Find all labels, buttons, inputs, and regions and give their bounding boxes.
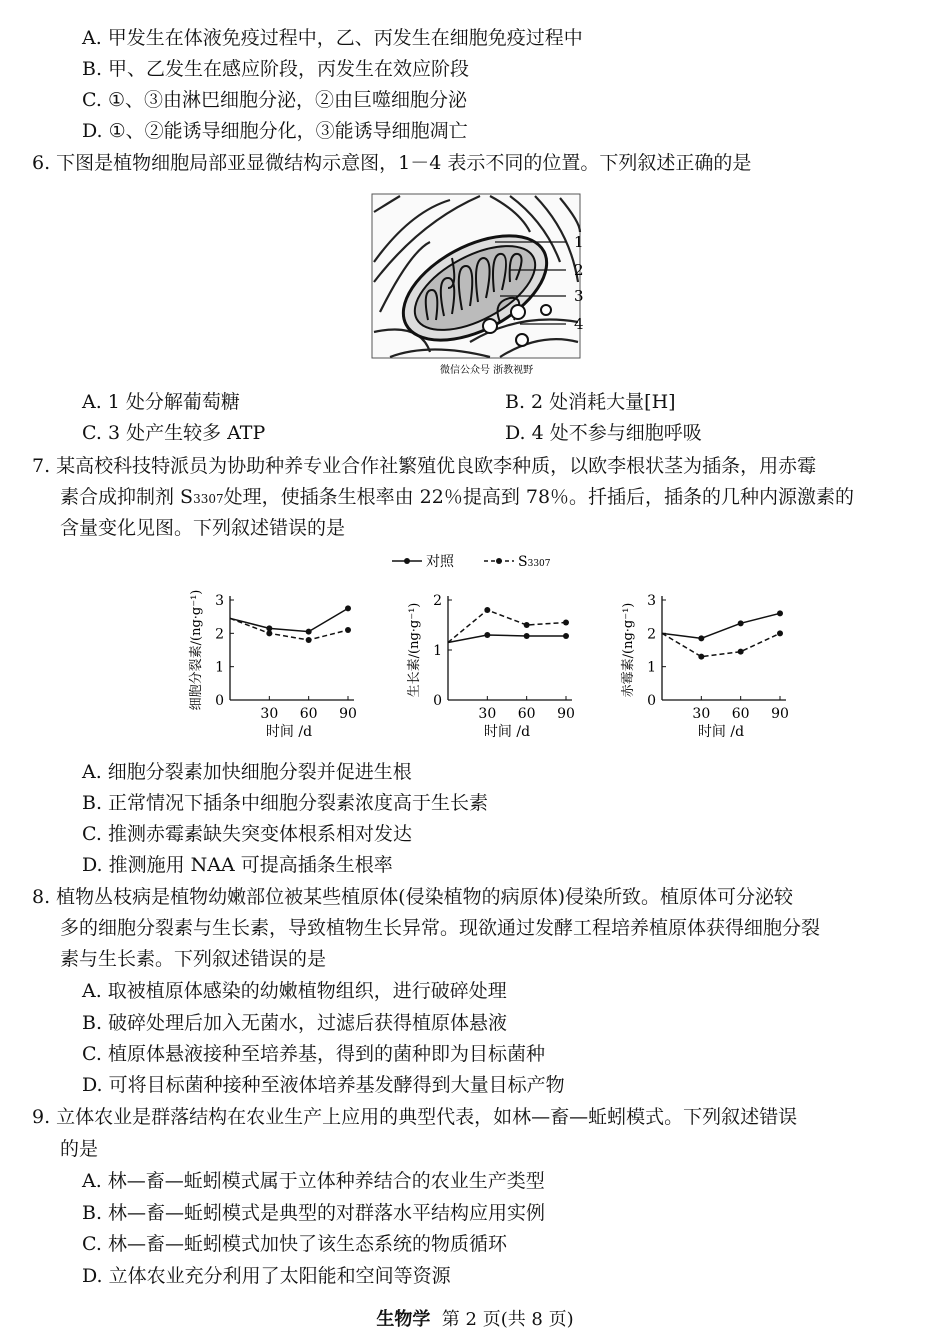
data-point — [345, 605, 351, 611]
x-axis-label: 时间 /d — [483, 724, 531, 740]
q8-option-c: C. 植原体悬液接种至培养基，得到的菌种即为目标菌种 — [82, 1043, 545, 1065]
q8-option-d: D. 可将目标菌种接种至液体培养基发酵得到大量目标产物 — [82, 1074, 565, 1096]
q6-option-a: A. 1 处分解葡萄糖 — [82, 391, 240, 413]
figure-label-3: 3 — [574, 287, 584, 305]
y-tick-label: 2 — [647, 626, 656, 643]
y-tick-label: 1 — [215, 659, 224, 676]
y-axis-label: 生长素/(ng·g⁻¹) — [407, 602, 422, 698]
series-line-treated — [230, 618, 348, 640]
data-point — [524, 622, 530, 628]
y-axis-label: 细胞分裂素/(ng·g⁻¹) — [189, 589, 204, 711]
q6-option-b: B. 2 处消耗大量[H] — [505, 391, 676, 413]
x-axis-label: 时间 /d — [697, 724, 745, 740]
x-tick-label: 30 — [260, 706, 279, 722]
series-line-control — [662, 613, 780, 638]
watermark: 微信公众号 浙教视野 — [440, 365, 534, 376]
figure-label-2: 2 — [574, 261, 584, 279]
q7-option-a: A. 细胞分裂素加快细胞分裂并促进生根 — [82, 761, 412, 783]
y-tick-label: 1 — [647, 659, 656, 676]
y-tick-label: 3 — [647, 593, 656, 609]
q9-stem-line-2: 的是 — [60, 1138, 99, 1160]
q6-stem: 6. 下图是植物细胞局部亚显微结构示意图，1－4 表示不同的位置。下列叙述正确的是 — [32, 152, 752, 174]
series-line-treated — [448, 610, 566, 643]
data-point — [266, 630, 272, 636]
data-point — [777, 630, 783, 636]
series-line-control — [448, 635, 566, 643]
series-line-control — [230, 608, 348, 631]
data-point — [306, 637, 312, 643]
data-point — [563, 633, 569, 639]
q5-option-b: B. 甲、乙发生在感应阶段，丙发生在效应阶段 — [82, 58, 470, 80]
q5-option-a: A. 甲发生在体液免疫过程中，乙、丙发生在细胞免疫过程中 — [82, 27, 583, 49]
q8-option-a: A. 取被植原体感染的幼嫩植物组织，进行破碎处理 — [82, 980, 507, 1002]
q8-stem-line-3: 素与生长素。下列叙述错误的是 — [60, 948, 327, 970]
q7-stem-line-3: 含量变化见图。下列叙述错误的是 — [60, 517, 346, 539]
page-footer — [0, 1305, 950, 1331]
data-point — [738, 649, 744, 655]
data-point — [698, 654, 704, 660]
data-point — [524, 633, 530, 639]
figure-label-4: 4 — [574, 315, 584, 333]
q7-stem-line-1: 7. 某高校科技特派员为协助种养专业合作社繁殖优良欧李种质，以欧李根状茎为插条，用赤霉 — [32, 455, 817, 477]
chart-legend — [388, 550, 568, 572]
auxin-chart — [400, 584, 600, 744]
x-tick-label: 60 — [299, 706, 318, 722]
q6-option-c: C. 3 处产生较多 ATP — [82, 422, 266, 444]
data-point — [306, 629, 312, 635]
mitochondrion-figure — [370, 192, 600, 380]
data-point — [738, 620, 744, 626]
q9-option-d: D. 立体农业充分利用了太阳能和空间等资源 — [82, 1265, 451, 1287]
y-axis-label: 赤霉素/(ng·g⁻¹) — [621, 602, 636, 698]
legend-treated-label: S3307 — [518, 554, 551, 570]
y-tick-label: 3 — [215, 593, 224, 609]
x-tick-label: 90 — [771, 706, 789, 722]
footer-page: 第 2 页(共 8 页) — [441, 1309, 574, 1330]
q8-option-b: B. 破碎处理后加入无菌水，过滤后获得植原体悬液 — [82, 1012, 508, 1034]
footer-subject: 生物学 — [376, 1309, 431, 1330]
q9-option-a: A. 林—畜—蚯蚓模式属于立体种养结合的农业生产类型 — [82, 1170, 545, 1192]
q9-stem-line-1: 9. 立体农业是群落结构在农业生产上应用的典型代表，如林—畜—蚯蚓模式。下列叙述错误 — [32, 1106, 798, 1128]
y-tick-label: 0 — [647, 693, 656, 709]
q8-stem-line-1: 8. 植物丛枝病是植物幼嫩部位被某些植原体(侵染植物的病原体)侵染所致。植原体可分泌较 — [32, 886, 793, 908]
data-point — [484, 607, 490, 613]
q7-option-d: D. 推测施用 NAA 可提高插条生根率 — [82, 854, 393, 876]
x-tick-label: 90 — [339, 706, 357, 722]
q9-option-b: B. 林—畜—蚯蚓模式是典型的对群落水平结构应用实例 — [82, 1202, 546, 1224]
q8-stem-line-2: 多的细胞分裂素与生长素，导致植物生长异常。现欲通过发酵工程培养植原体获得细胞分裂 — [60, 917, 821, 939]
data-point — [345, 627, 351, 633]
q7-stem-line-2: 素合成抑制剂 S3307处理，使插条生根率由 22％提高到 78％。扦插后，插条的几种内源激素的 — [60, 486, 855, 508]
x-axis-label: 时间 /d — [265, 724, 313, 740]
x-tick-label: 60 — [731, 706, 750, 722]
y-tick-label: 0 — [215, 693, 224, 709]
q7-option-b: B. 正常情况下插条中细胞分裂素浓度高于生长素 — [82, 792, 489, 814]
q5-option-d: D. ①、②能诱导细胞分化，③能诱导细胞凋亡 — [82, 120, 468, 142]
legend-control-label: 对照 — [426, 554, 454, 570]
q9-option-c: C. 林—畜—蚯蚓模式加快了该生态系统的物质循环 — [82, 1233, 507, 1255]
data-point — [698, 635, 704, 641]
q5-option-c: C. ①、③由淋巴细胞分泌，②由巨噬细胞分泌 — [82, 89, 467, 111]
q7-option-c: C. 推测赤霉素缺失突变体根系相对发达 — [82, 823, 412, 845]
cytokinin-chart — [182, 584, 382, 744]
data-point — [484, 632, 490, 638]
figure-label-1: 1 — [574, 233, 584, 251]
y-tick-label: 0 — [433, 693, 442, 709]
q6-option-d: D. 4 处不参与细胞呼吸 — [505, 422, 702, 444]
data-point — [563, 620, 569, 626]
x-tick-label: 90 — [557, 706, 575, 722]
data-point — [777, 610, 783, 616]
y-tick-label: 2 — [433, 593, 442, 609]
x-tick-label: 30 — [692, 706, 711, 722]
x-tick-label: 60 — [517, 706, 536, 722]
x-tick-label: 30 — [478, 706, 497, 722]
series-line-treated — [662, 633, 780, 656]
gibberellin-chart — [614, 584, 814, 744]
y-tick-label: 2 — [215, 626, 224, 643]
y-tick-label: 1 — [433, 643, 442, 659]
